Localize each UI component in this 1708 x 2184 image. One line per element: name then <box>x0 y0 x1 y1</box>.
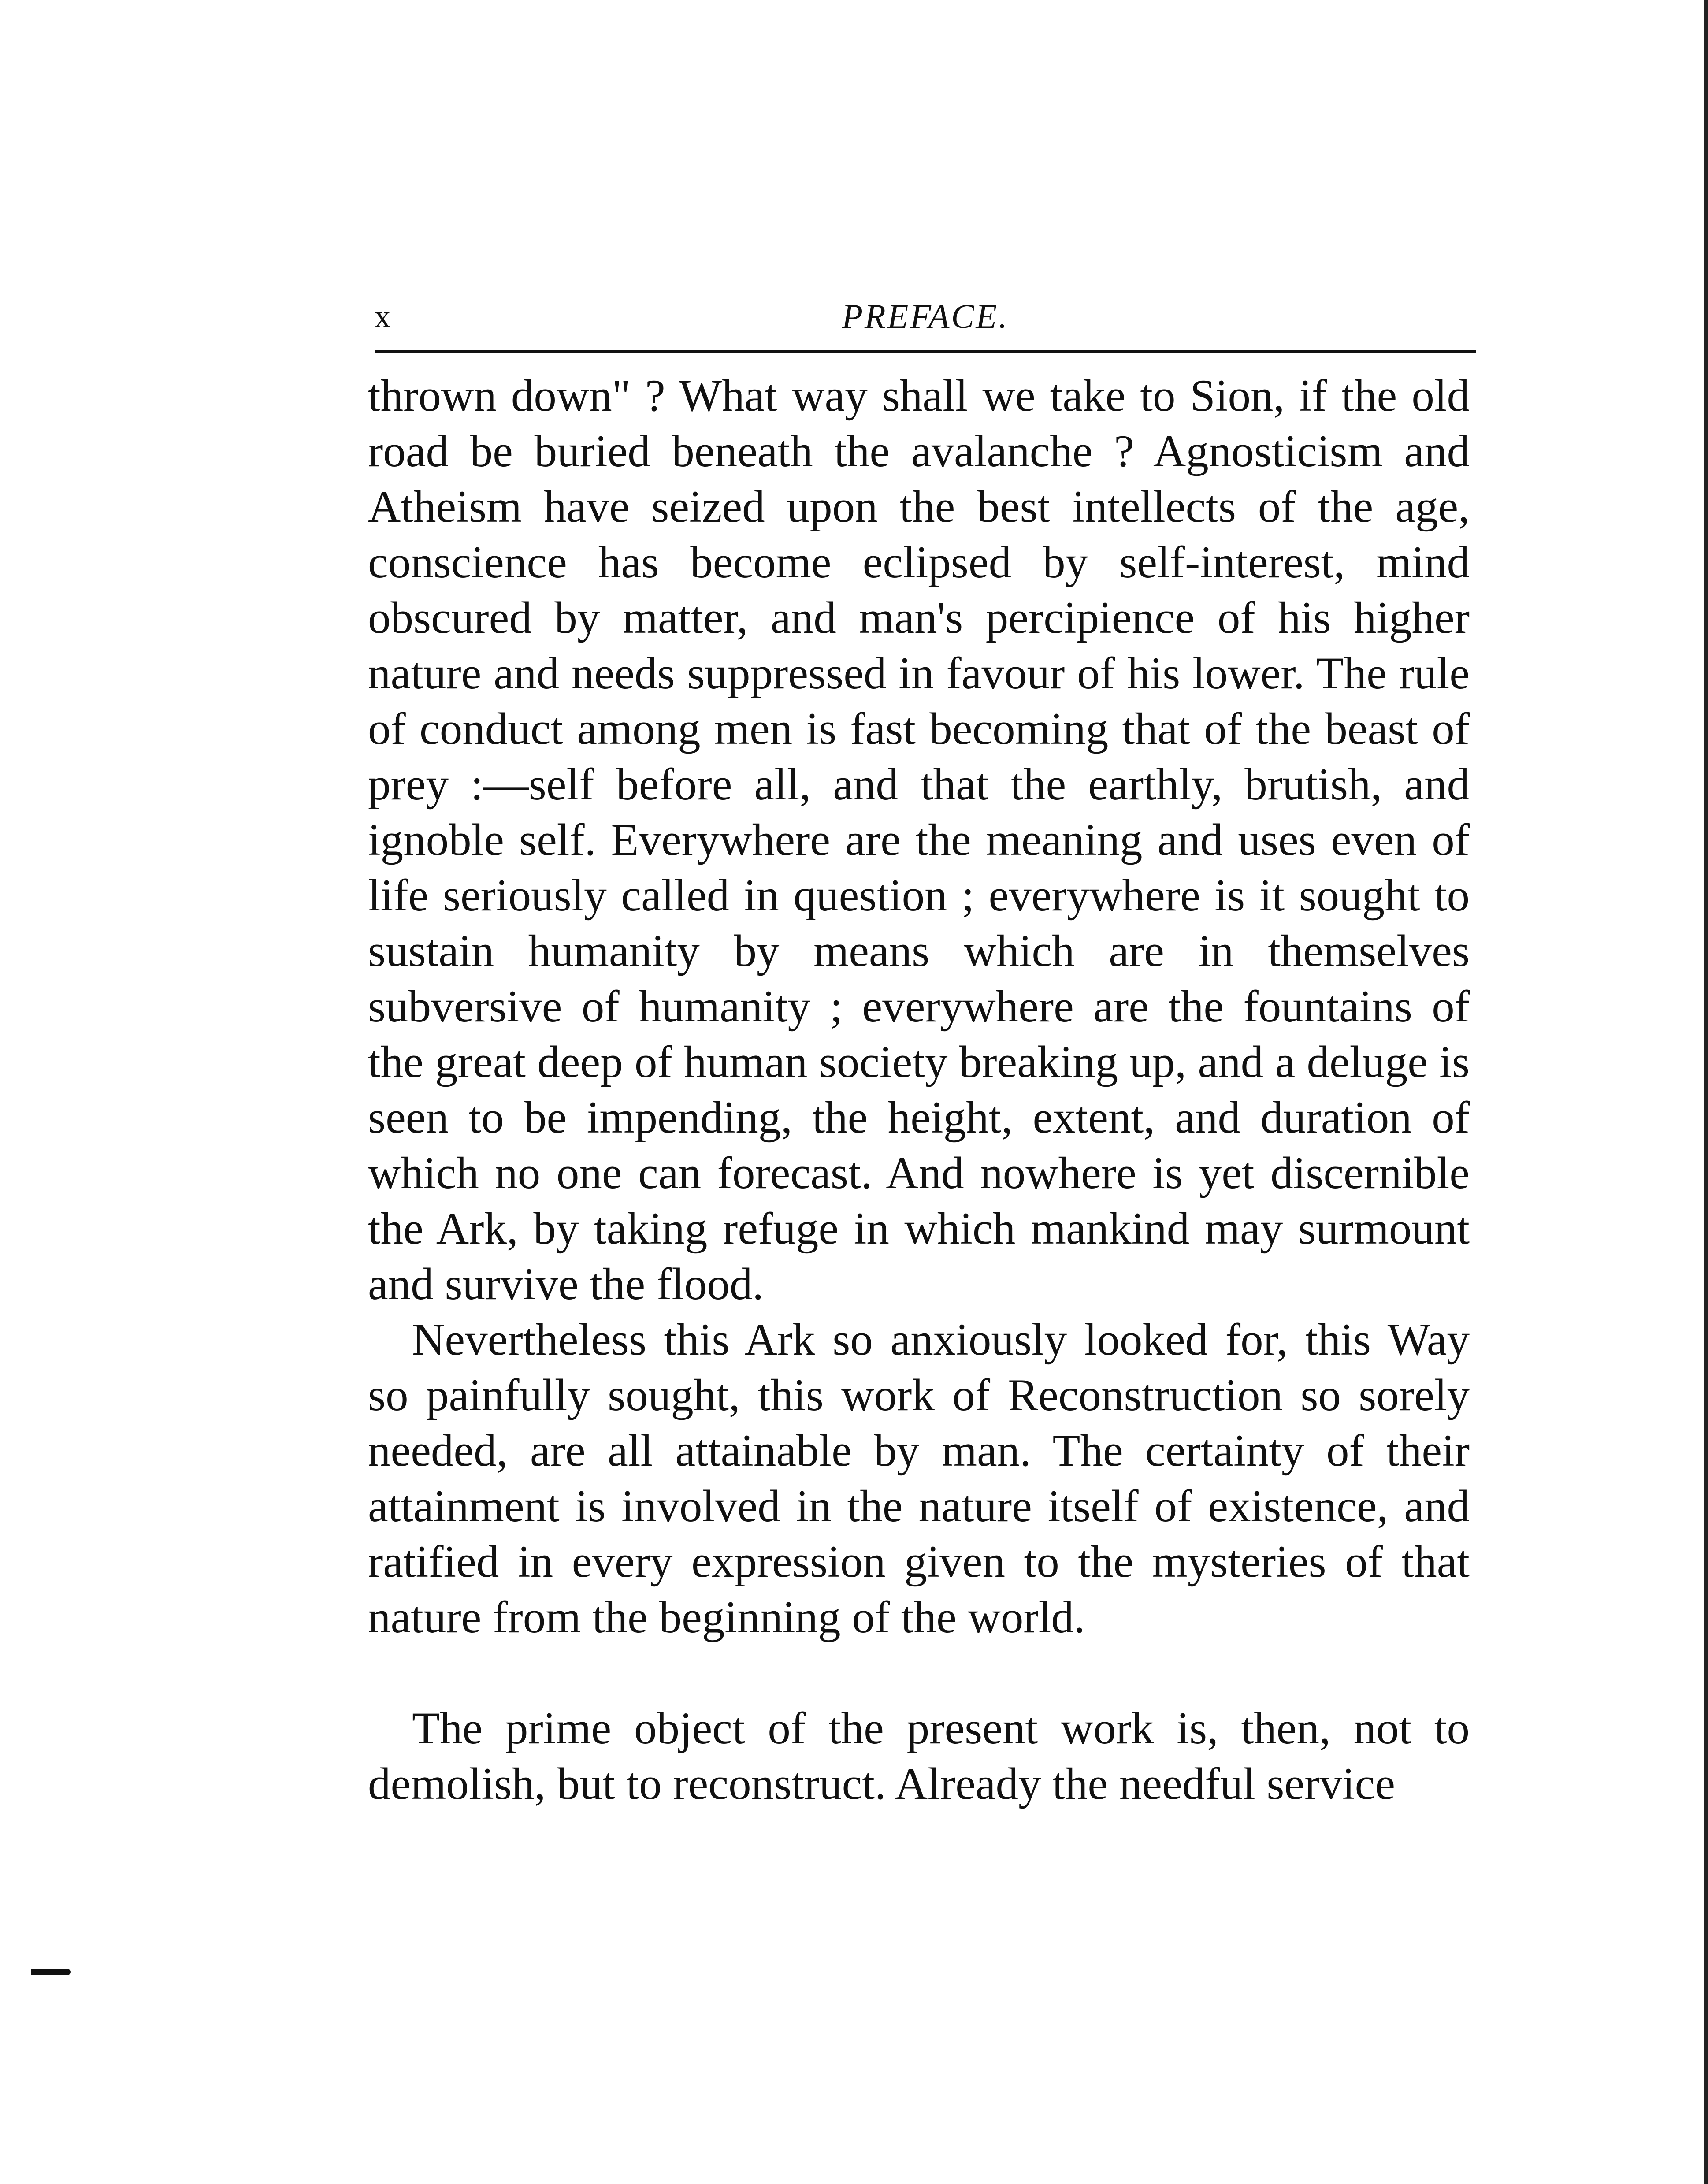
scan-margin-mark <box>31 1969 71 1975</box>
paragraph-3: The prime object of the present work is, then, not to demolish, but to reconstruct. Already the needful service <box>368 1703 1470 1809</box>
paragraph-2: Nevertheless this Ark so anxiously looked for, this Way so painfully sought, this work of Reconstruction so sorely needed, are all attainable by man. The certainty of their attainment is involved in the nature itself of existence, and ratified in every expression given to the mysteries of that nature from the beginning of the world. <box>368 1315 1470 1642</box>
header-rule <box>375 350 1476 353</box>
page-header <box>375 294 1476 338</box>
page-number: x <box>375 299 390 334</box>
body-text <box>368 368 1470 1812</box>
scan-edge-border <box>1704 0 1708 2184</box>
running-title: PREFACE. <box>842 297 1009 335</box>
paragraph-1: thrown down" ? What way shall we take to Sion, if the old road be buried beneath the avalanche ? Agnosticism and Atheism have seized upon the best intellects of the age, conscience has become eclipsed by self-interest, mind obscured by matter, and man's percipience of his higher nature and needs suppressed in favour of his lower. The rule of conduct among men is fast becoming that of the beast of prey :—self before all, and that the earthly, brutish, and ignoble self. Everywhere are the meaning and uses even of life seriously called in question ; everywhere is it sought to sustain humanity by means which are in themselves subversive of humanity ; everywhere are the fountains of the great deep of human society breaking up, and a deluge is seen to be impending, the height, extent, and duration of which no one can forecast. And nowhere is yet discernible the Ark, by taking refuge in which mankind may surmount and survive the flood. <box>368 371 1470 1309</box>
